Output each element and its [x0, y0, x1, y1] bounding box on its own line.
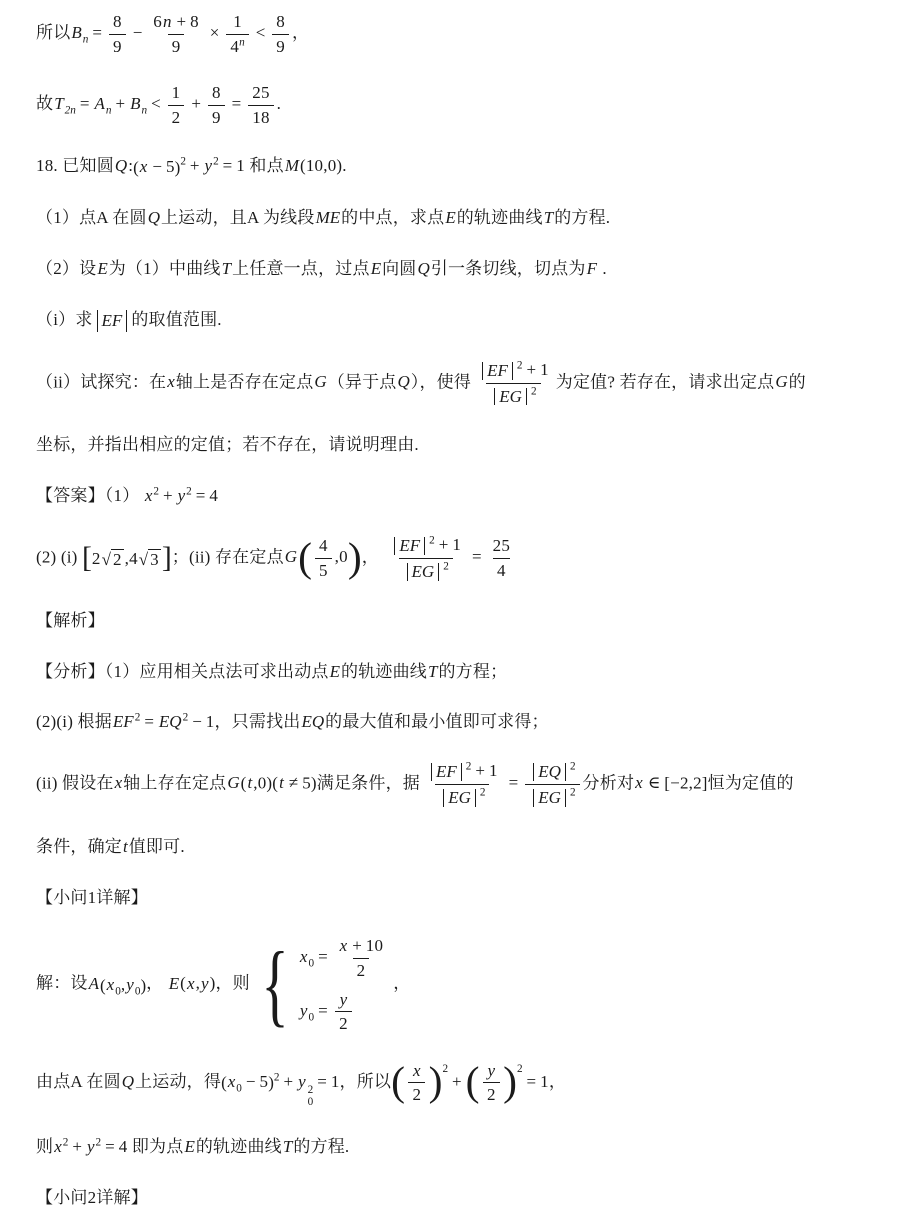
analysis-part2-ii-cont: 条件，确定t值即可.: [36, 836, 185, 856]
analysis-part1: 【分析】（1）应用相关点法可求出动点E的轨迹曲线T的方程；: [36, 661, 508, 681]
analysis-part2-i: (2)(i) 根据$EF^2 = EQ^2 - 1$，只需找出EQ的最大值和最小值即可求得；: [36, 711, 549, 732]
section-analysis-header: 【解析】: [36, 610, 105, 630]
solution1-substitution: 由点A 在圆Q上运动，得 ( $x_0 - 5$ ) $^2$ + y 2 0 = 1，所以 ( $\frac{x}{2}$ ) $^2$+ ( $\frac{y}{2}$ ) $^2$= 1，: [36, 1058, 567, 1108]
problem-18-part2: （2）设E为（1）中曲线T上任意一点，过点E向圆Q引一条切线，切点为F .: [36, 258, 607, 278]
problem-18-statement: 18. 已知圆Q: ( x − 5 ) $^2 + y^2 = 1$ 和点M(10,0).: [36, 155, 347, 177]
analysis-part2-ii: (ii) 假设在x轴上存在定点G(t,0)(t ≠ 5)满足条件，据 EF $^2$ + 1 EG $^2$ = EQ $^2$ EG $^2$ 分析对x ∈ [−2,2]恒为定值的: [36, 760, 794, 808]
solution1-conclusion: 则$x^2 + y^2 = 4$ 即为点E的轨迹曲线T的方程.: [36, 1136, 350, 1157]
formula-bn-inequality: 所以$B_n$ = $\frac{8}{9}$ − $\frac{6n + 8}{9}$ × $\frac{1}{4^n}$ < $\frac{8}{9}$ ，: [36, 12, 310, 56]
formula-t2n-conclusion: 故$T_{2n} = A_n + B_n$ < $\frac{1}{2}$ + $\frac{8}{9}$ = $\frac{25}{18}$ .: [36, 83, 282, 127]
problem-18-part2-ii: （ii）试探究：在x轴上是否存在定点G（异于点Q），使得 EF $^2$ + 1 EG $^2$ 为定值? 若存在，请求出定点G的: [36, 359, 806, 406]
problem-18-part1: （1）点A 在圆Q上运动，且A 为线段ME的中点，求点E的轨迹曲线T的方程.: [36, 208, 611, 228]
subquestion-2-header: 【小问2详解】: [36, 1188, 148, 1208]
answer-part2: (2) (i) [ 2 √ 2 ,4 √ 3 ] ；(ii) 存在定点G ( $\frac{4}{5}$ ,0 ) ， EF $^2$ + 1 EG $^2$ = $\frac{25}{4}$: [36, 534, 511, 582]
problem-18-part2-ii-cont: 坐标，并指出相应的定值；若不存在，请说明理由.: [36, 435, 419, 455]
solution1-setup-system: 解：设A ( $x_0,y_0$ ) ， E(x,y)，则 { $x_0$ = $\frac{x + 10}{2}$ $y_0$ = $\frac{y}{2}$ ，: [36, 933, 411, 1036]
answer-part1: 【答案】（1） $x^2 + y^2 = 4$: [36, 485, 219, 506]
problem-18-part2-i: （i）求 EF 的取值范围.: [36, 309, 222, 330]
subquestion-1-header: 【小问1详解】: [36, 887, 148, 907]
